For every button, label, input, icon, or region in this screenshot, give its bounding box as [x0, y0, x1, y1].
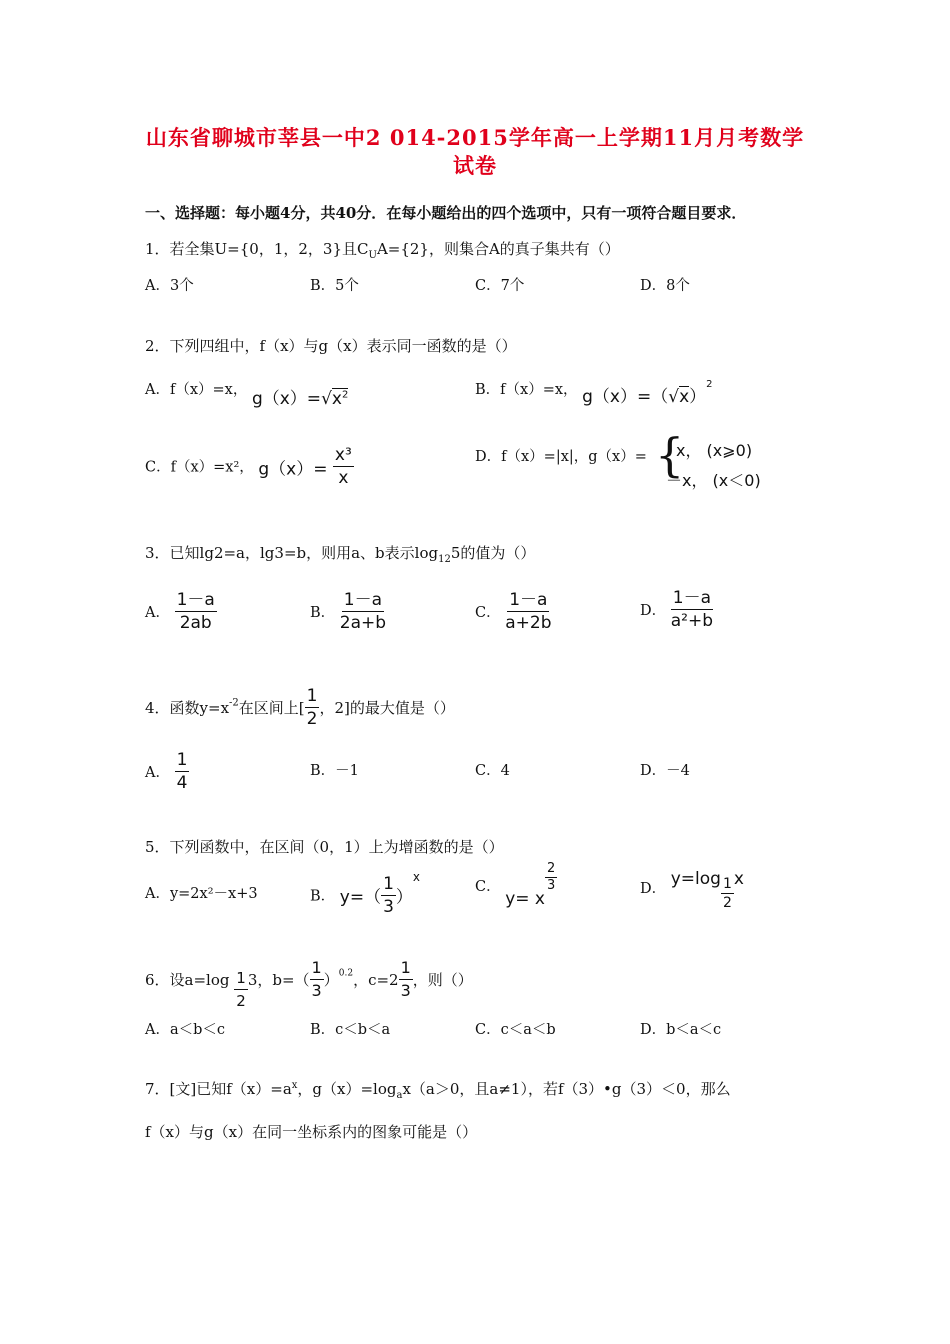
- q4-option-d: D．－4: [640, 763, 690, 779]
- section-heading: 一、选择题：每小题4分，共40分．在每小题给出的四个选项中，只有一项符合题目要求．: [145, 204, 747, 222]
- q3-option-c: C． $\frac{1-a}{a+2b}$: [475, 590, 552, 633]
- q1-option-d: D．8个: [640, 278, 690, 294]
- question-5-stem: 5．下列函数中，在区间（0，1）上为增函数的是（）: [145, 838, 504, 856]
- q1-option-b: B．5个: [310, 278, 359, 294]
- q6-option-c: C．c＜a＜b: [475, 1022, 556, 1038]
- q1-option-c: C．7个: [475, 278, 525, 294]
- question-6-stem: 6．设a=log $\frac{1}{2}$ 3，b=（ $\frac{1}{3}$ ）$^{0.2}$，c=2 $\frac{1}{3}$ ，则（）: [145, 958, 473, 1010]
- q2-option-d-case2: －x， (x＜0): [666, 471, 761, 490]
- q6-option-b: B．c＜b＜a: [310, 1022, 391, 1038]
- paper-title-line1: 山东省聊城市莘县一中2 014-2015学年高一上学期11月月考数学: [145, 125, 805, 150]
- q2-option-d-brace: {: [655, 428, 685, 482]
- question-7-line1: 7．[文]已知$f(x)=a^x$，$g(x)=\log_ax(a>0$，且a≠1），若f（3）•g（3）＜0，那么: [145, 1080, 731, 1101]
- question-1-stem: 1．若全集U={0，1，2，3}且$C_UA=\{2\}$，则集合A的真子集共有（）: [145, 240, 620, 261]
- question-7-line2: f（x）与g（x）在同一坐标系内的图象可能是（）: [145, 1123, 478, 1141]
- question-4-stem: 4．函数$y=x^{-2}$在区间上[ $\frac{1}{2}$ ，2]的最大值是（）: [145, 686, 455, 729]
- q2-option-a: A．f（x）=x， $g(x)=√x^2$: [145, 382, 349, 409]
- q4-option-c: C．4: [475, 763, 510, 779]
- q5-option-c: C． y= x $\frac{2}{3}$: [475, 861, 556, 909]
- question-2-stem: 2．下列四组中，f（x）与g（x）表示同一函数的是（）: [145, 337, 517, 355]
- q5-option-d: D． y=log $\frac{1}{2}$ x: [640, 868, 744, 911]
- q3-option-d: D． $\frac{1-a}{\text{a²+b}}$: [640, 588, 714, 631]
- q3-option-a: A． $\frac{1-a}{2ab}$: [145, 590, 215, 633]
- q2-option-d-case1: x， (x⩾0): [676, 441, 753, 460]
- paper-title-line2: 试卷: [453, 153, 497, 178]
- q2-option-c: C．f（x）=x²， g（x）= $\frac{\text{x³}}{x}$: [145, 445, 352, 488]
- q1-option-a: A．3个: [145, 278, 194, 294]
- q2-option-d: D．f（x）=|x|，g（x）=: [475, 449, 647, 465]
- q6-option-a: A．a＜b＜c: [145, 1022, 226, 1038]
- q4-option-b: B．－1: [310, 763, 359, 779]
- q5-option-b: B． y=（ $\frac{1}{3}$ ）$^x$: [310, 870, 421, 917]
- q4-option-a: A． $\frac{1}{4}$: [145, 750, 188, 793]
- question-3-stem: 3．已知lg2=a，lg3=b，则用a、b表示$\log_{12}5$的值为（）: [145, 544, 536, 565]
- q5-option-a: A．y=2x²－x+3: [145, 886, 258, 902]
- q2-option-b: B．f（x）=x， $g(x)=(√x)^2$: [475, 379, 713, 407]
- q6-option-d: D．b＜a＜c: [640, 1022, 722, 1038]
- q3-option-b: B． $\frac{1-a}{2a+b}$: [310, 590, 387, 633]
